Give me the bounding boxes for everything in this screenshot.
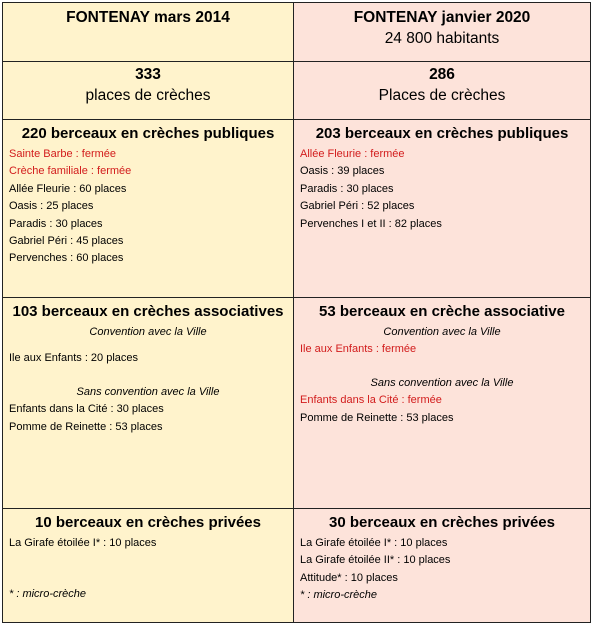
closed-creche-item: Sainte Barbe : fermée <box>9 148 117 160</box>
associatives-2014-title: 103 berceaux en crèches associatives <box>12 303 284 320</box>
creche-item: Gabriel Péri : 45 places <box>9 235 124 248</box>
closed-creche-item: Enfants dans la Cité : fermée <box>300 394 442 407</box>
creche-item: Gabriel Péri : 52 places <box>300 200 415 213</box>
creche-item: Pervenches : 60 places <box>9 252 124 265</box>
creche-item: Oasis : 39 places <box>300 165 385 178</box>
places-2020-number: 286 <box>429 66 455 83</box>
comparison-table <box>2 2 591 623</box>
privees-2020-title: 30 berceaux en crèches privées <box>329 514 555 531</box>
privees-2014-title: 10 berceaux en crèches privées <box>35 514 261 531</box>
publiques-2020-title: 203 berceaux en crèches publiques <box>315 125 569 142</box>
header-2014-title: FONTENAY mars 2014 <box>66 9 230 26</box>
associatives-row <box>3 298 591 509</box>
places-2020-cell <box>294 62 591 120</box>
closed-creche-item: Allée Fleurie : fermée <box>300 148 405 160</box>
header-2020-cell <box>294 3 591 62</box>
places-2014-number: 333 <box>135 66 161 83</box>
header-2020-population: 24 800 habitants <box>384 30 500 47</box>
creche-item: La Girafe étoilée II* : 10 places <box>300 554 451 567</box>
creche-item: Pomme de Reinette : 53 places <box>9 420 163 433</box>
creche-item: La Girafe étoilée I* : 10 places <box>300 537 448 549</box>
creche-item: Pomme de Reinette : 53 places <box>300 411 454 424</box>
creche-item: Oasis : 25 places <box>9 200 94 213</box>
spacer <box>9 341 287 350</box>
header-2014-cell <box>3 3 294 62</box>
privees-2020-cell <box>294 509 591 623</box>
creche-item: Pervenches I et II : 82 places <box>300 217 442 230</box>
places-2014-label: places de crèches <box>85 87 211 104</box>
creche-item: Paradis : 30 places <box>300 182 394 195</box>
closed-creche-item: Ile aux Enfants : fermée <box>300 343 417 355</box>
micro-creche-note <box>9 586 287 603</box>
micro-creche-note <box>300 587 584 604</box>
creche-item: Paradis : 30 places <box>9 217 103 230</box>
spacer <box>9 569 287 586</box>
sans-convention-label: Sans convention avec la Ville <box>370 377 514 390</box>
creche-item: Enfants dans la Cité : 30 places <box>9 403 164 416</box>
creche-item: Ile aux Enfants : 20 places <box>9 352 139 364</box>
spacer <box>300 358 584 375</box>
places-row <box>3 62 591 120</box>
spacer <box>9 367 287 384</box>
convention-label: Convention avec la Ville <box>89 326 207 338</box>
publiques-2020-cell <box>294 120 591 298</box>
header-2020-title: FONTENAY janvier 2020 <box>353 9 531 26</box>
places-2020-label: Places de crèches <box>378 87 506 104</box>
publiques-row <box>3 120 591 298</box>
closed-creche-item: Crèche familiale : fermée <box>9 165 132 178</box>
spacer <box>9 552 287 569</box>
associatives-2014-cell <box>3 298 294 509</box>
convention-label: Convention avec la Ville <box>383 326 501 338</box>
header-row <box>3 3 591 62</box>
associatives-2020-title: 53 berceaux en crèche associative <box>319 303 565 320</box>
sans-convention-label: Sans convention avec la Ville <box>76 386 220 399</box>
creche-item: Allée Fleurie : 60 places <box>9 182 127 195</box>
associatives-2020-cell <box>294 298 591 509</box>
creche-item: Attitude* : 10 places <box>300 571 398 584</box>
privees-row <box>3 509 591 623</box>
note-text: * : micro-crèche <box>9 588 87 601</box>
publiques-2014-title: 220 berceaux en crèches publiques <box>21 125 275 142</box>
note-text: * : micro-crèche <box>300 589 378 602</box>
privees-2014-cell <box>3 509 294 623</box>
creche-item: La Girafe étoilée I* : 10 places <box>9 537 157 549</box>
publiques-2014-cell <box>3 120 294 298</box>
places-2014-cell <box>3 62 294 120</box>
